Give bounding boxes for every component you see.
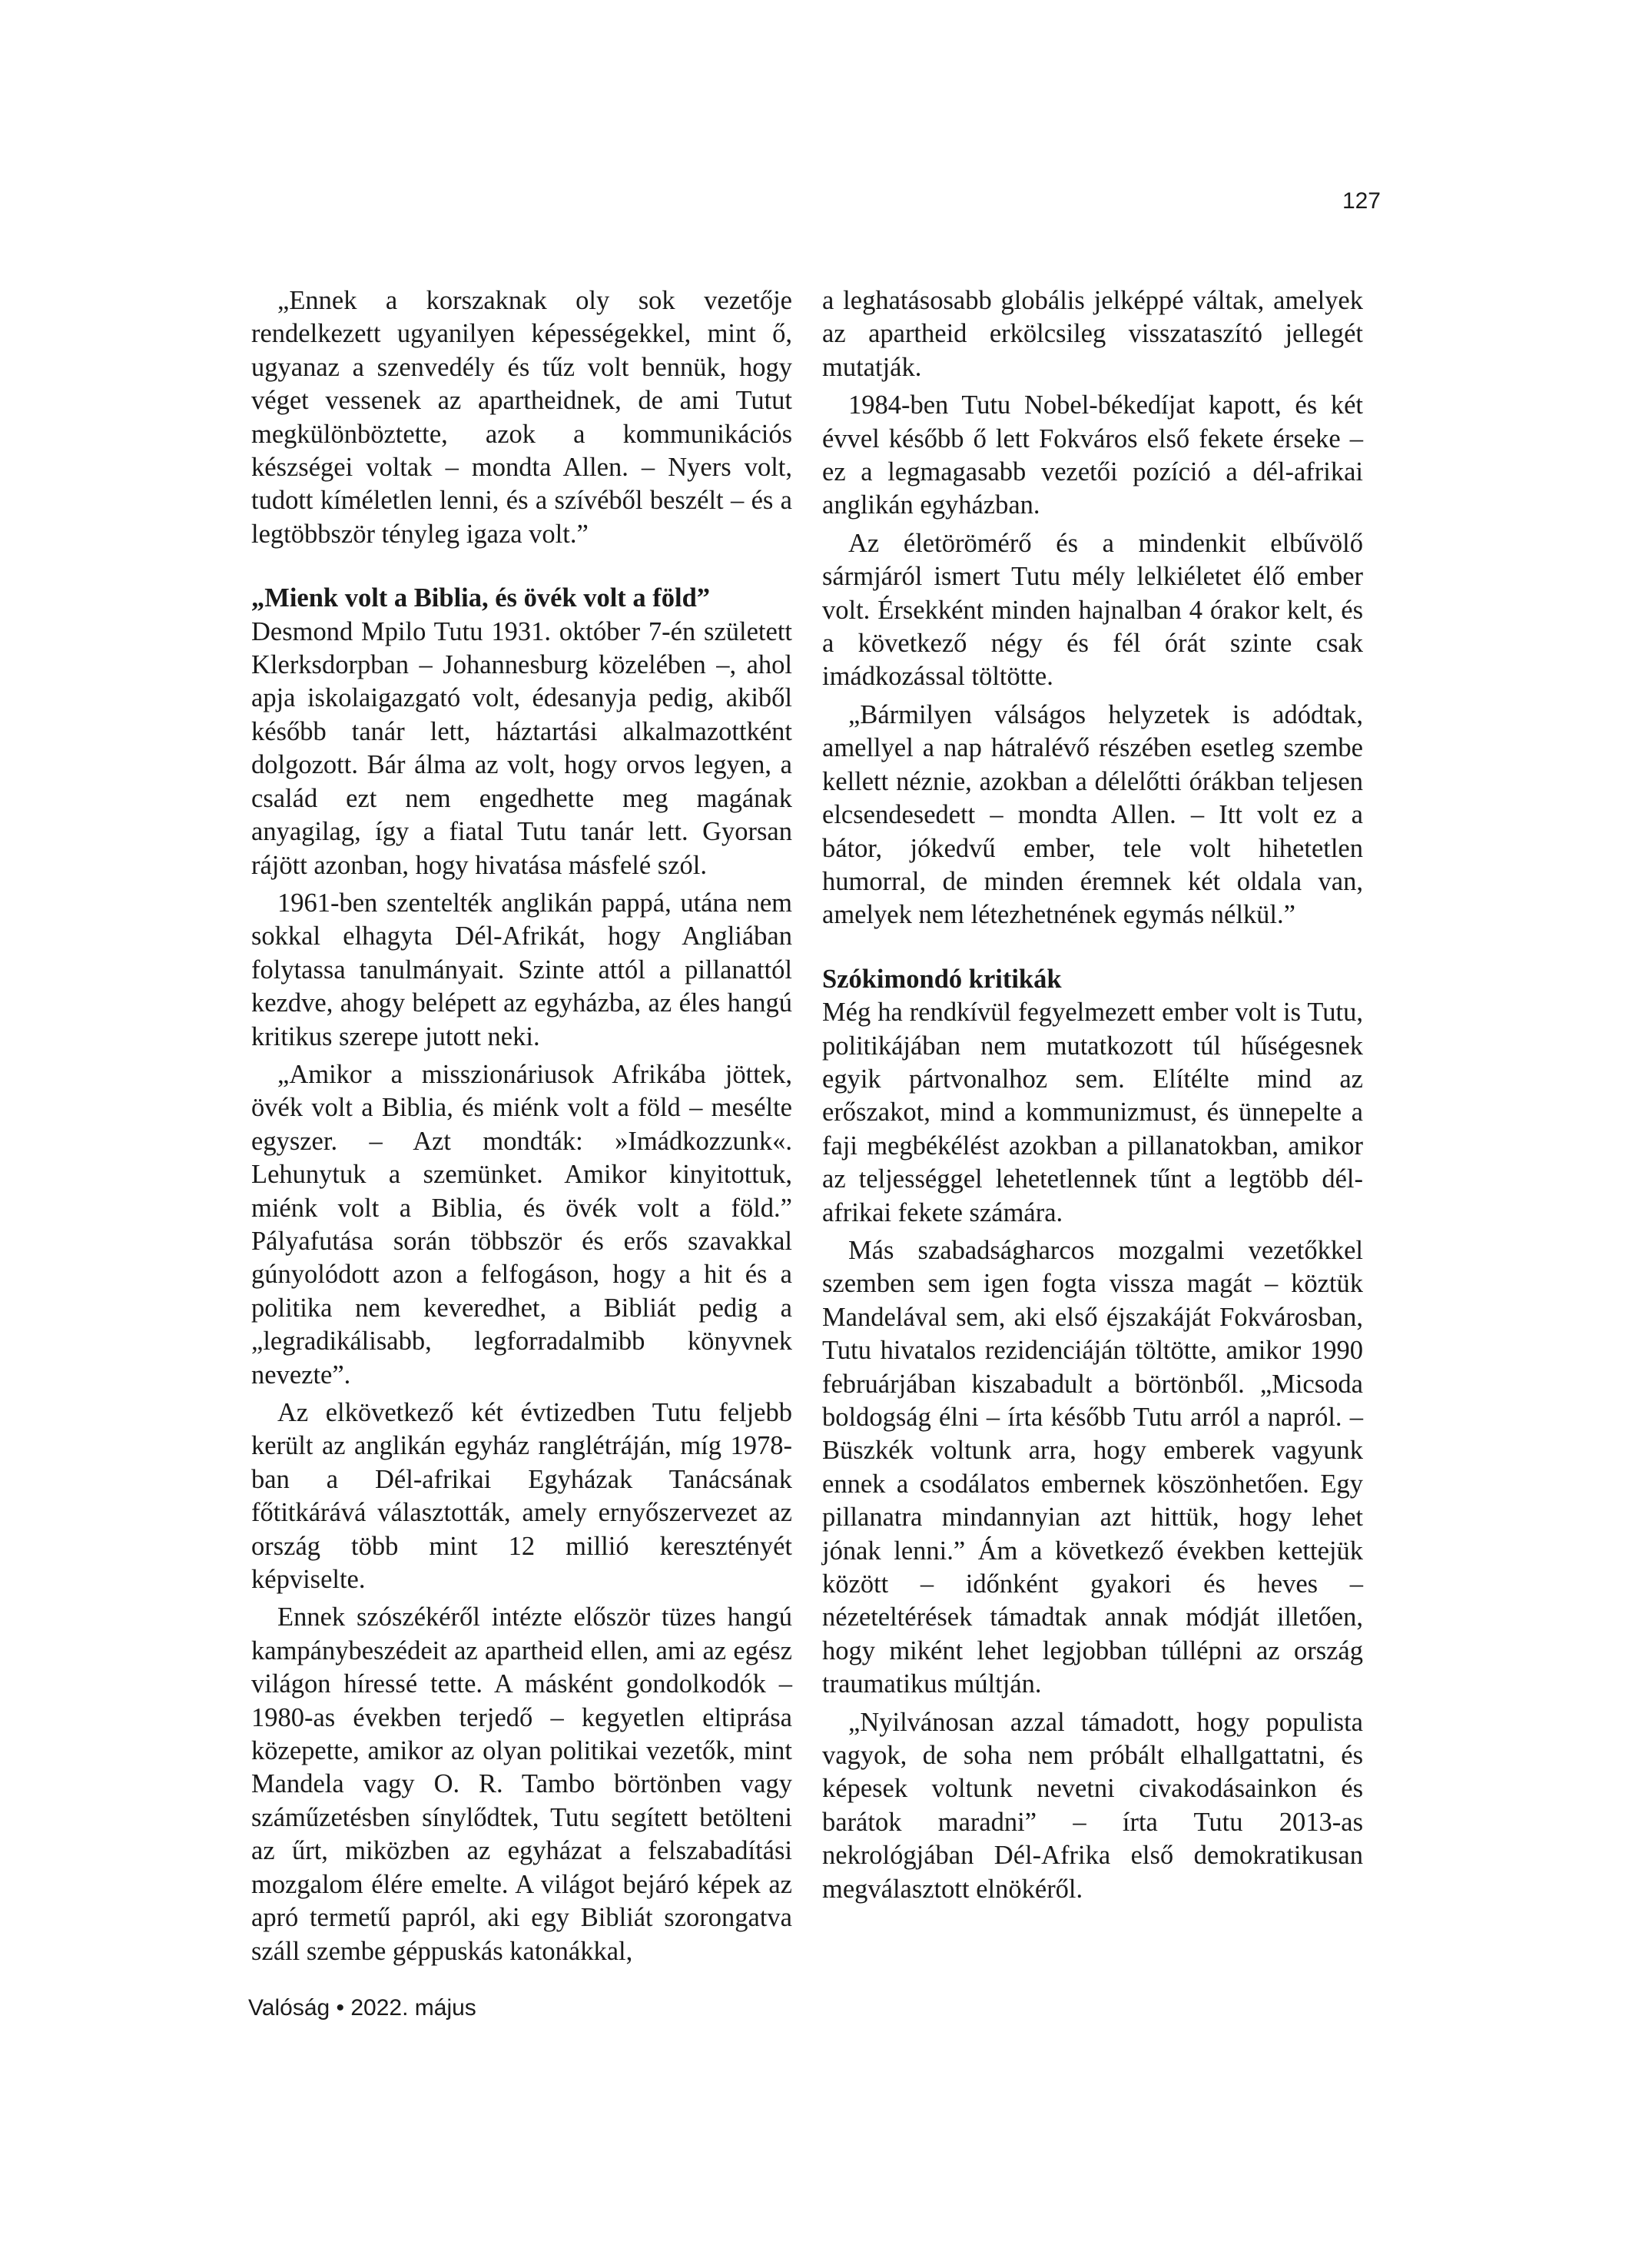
paragraph-politics: Még ha rendkívül fegyelmezett ember volt is Tutu, politikájában nem mutatkozott túl hűségesnek egyik pártvonalhoz sem. Elítélte mind az erőszakot, mind a kommunizmust, és ünnepelte a faji megbékélést azokban a pillanatokban, amikor az teljességgel lehetetlennek tűnt a legtöbb dél-afrikai fekete számára. [822, 998, 1363, 1227]
footer-publication: Valóság • 2022. május [248, 1995, 476, 2021]
section-heading-biblia: „Mienk volt a Biblia, és övék volt a föld” [251, 583, 711, 613]
right-column [822, 284, 1363, 1911]
paragraph-nobel: 1984-ben Tutu Nobel-békedíjat kapott, és két évvel később ő lett Fokváros első fekete érseke – ez a legmagasabb vezetői pozíció a dél-afrikai anglikán egyházban. [822, 390, 1363, 520]
paragraph-character: Az életörömérő és a mindenkit elbűvölő sármjáról ismert Tutu mély lelkiéletet élő ember volt. Érsekként minden hajnalban 4 órakor kelt, és a következő négy és fél órát szinte csak imádkozással töltötte. [822, 528, 1363, 692]
paragraph-mandela: Más szabadságharcos mozgalmi vezetőkkel szemben sem igen fogta vissza magát – köztük Mandelával sem, aki első éjszakáját Fokvárosban, Tutu hivatalos rezidenciáján töltötte, amikor 1990 februárjában kiszabadult a börtönből. „Micsoda boldogság élni – írta később Tutu arról a napról. – Büszkék voltunk arra, hogy emberek vagyunk ennek a csodálatos embernek köszönhetően. Egy pillanatra mindannyian azt hittük, hogy lehet jónak lenni.” Ám a következő években kettejük között – időnként gyakori és heves – nézeteltérések támadtak annak módját illetően, hogy miként lehet legjobban túllépni az ország traumatikus múltján. [822, 1235, 1363, 1699]
paragraph-obituary-quote: „Nyilvánosan azzal támadott, hogy populista vagyok, de soha nem próbált elhallgattatni, és képesek voltunk nevetni civakodásainkon és barátok maradni” – írta Tutu 2013-as nekrológjában Dél-Afrika első demokratikusan megválasztott elnökéről. [822, 1707, 1363, 1904]
paragraph-missionaries-quote: „Amikor a misszionáriusok Afrikába jöttek, övék volt a Biblia, és miénk volt a föld – mesélte egyszer. – Azt mondták: »Imádkozzunk«. Lehunytuk a szemünket. Amikor kinyitottuk, miénk volt a Biblia, és övék volt a föld.” Pályafutása során többször és erős szavakkal gúnyolódott azon a felfogáson, hogy a hit és a politika nem keveredhet, a Bibliát pedig a „legradikálisabb, legforradalmibb könyvnek nevezte”. [251, 1059, 792, 1390]
paragraph-allen-quote: „Ennek a korszaknak oly sok vezetője rendelkezett ugyanilyen képességekkel, mint ő, ugyanaz a szenvedély és tűz volt bennük, hogy véget vessenek az apartheidnek, de ami Tutut megkülönböztette, azok a kommunikációs készségei voltak – mondta Allen. – Nyers volt, tudott kíméletlen lenni, és a szívéből beszélt – és a legtöbbször tényleg igaza volt.” [251, 286, 792, 549]
paragraph-allen-quote-2: „Bármilyen válságos helyzetek is adódtak, amellyel a nap hátralévő részében esetleg szembe kellett néznie, azokban a délelőtti órákban teljesen elcsendesedett – mondta Allen. – Itt volt ez a bátor, jókedvű ember, tele volt hihetetlen humorral, de minden éremnek két oldala van, amelyek nem létezhetnének egymás nélkül.” [822, 699, 1363, 930]
paragraph-campaign: Ennek szószékéről intézte először tüzes hangú kampánybeszédeit az apartheid ellen, ami az egész világon híressé tette. A másként gondolkodók – 1980-as években terjedő – kegyetlen eltiprása közepette, amikor az olyan politikai vezetők, mint Mandela vagy O. R. Tambo börtönben vagy száműzetésben sínylődtek, Tutu segített betölteni az űrt, miközben az egyházat a felszabadítási mozgalom élére emelte. A világot bejáró képek az apró termetű papról, aki egy Bibliát szorongatva száll szembe géppuskás katonákkal, [251, 1602, 792, 1966]
paragraph-birth: Desmond Mpilo Tutu 1931. október 7-én született Klerksdorpban – Johannesburg közelében –, ahol apja iskolaigazgató volt, édesanyja pedig, akiből később tanár lett, háztartási alkalmazottként dolgozott. Bár álma az volt, hogy orvos legyen, a család ezt nem engedhette meg magának anyagilag, így a fiatal Tutu tanár lett. Gyorsan rájött azonban, hogy hivatása másfelé szól. [251, 616, 792, 880]
paragraph-ordination: 1961-ben szentelték anglikán pappá, utána nem sokkal elhagyta Dél-Afrikát, hogy Angliában folytassa tanulmányait. Szinte attól a pillanattól kezdve, ahogy belépett az egyházba, az éles hangú kritikus szerepe jutott neki. [251, 888, 792, 1051]
paragraph-symbol: a leghatásosabb globális jelképpé váltak, amelyek az apartheid erkölcsileg visszataszító jellegét mutatják. [822, 286, 1363, 382]
page-number: 127 [1342, 188, 1381, 214]
section-heading-kritikak: Szókimondó kritikák [822, 964, 1062, 994]
left-column [251, 284, 792, 1973]
paragraph-career: Az elkövetkező két évtizedben Tutu feljebb került az anglikán egyház ranglétráján, míg 1978-ban a Dél-afrikai Egyházak Tanácsának főtitkárává választották, amely ernyőszervezet az ország több mint 12 millió keresztényét képviselte. [251, 1398, 792, 1595]
